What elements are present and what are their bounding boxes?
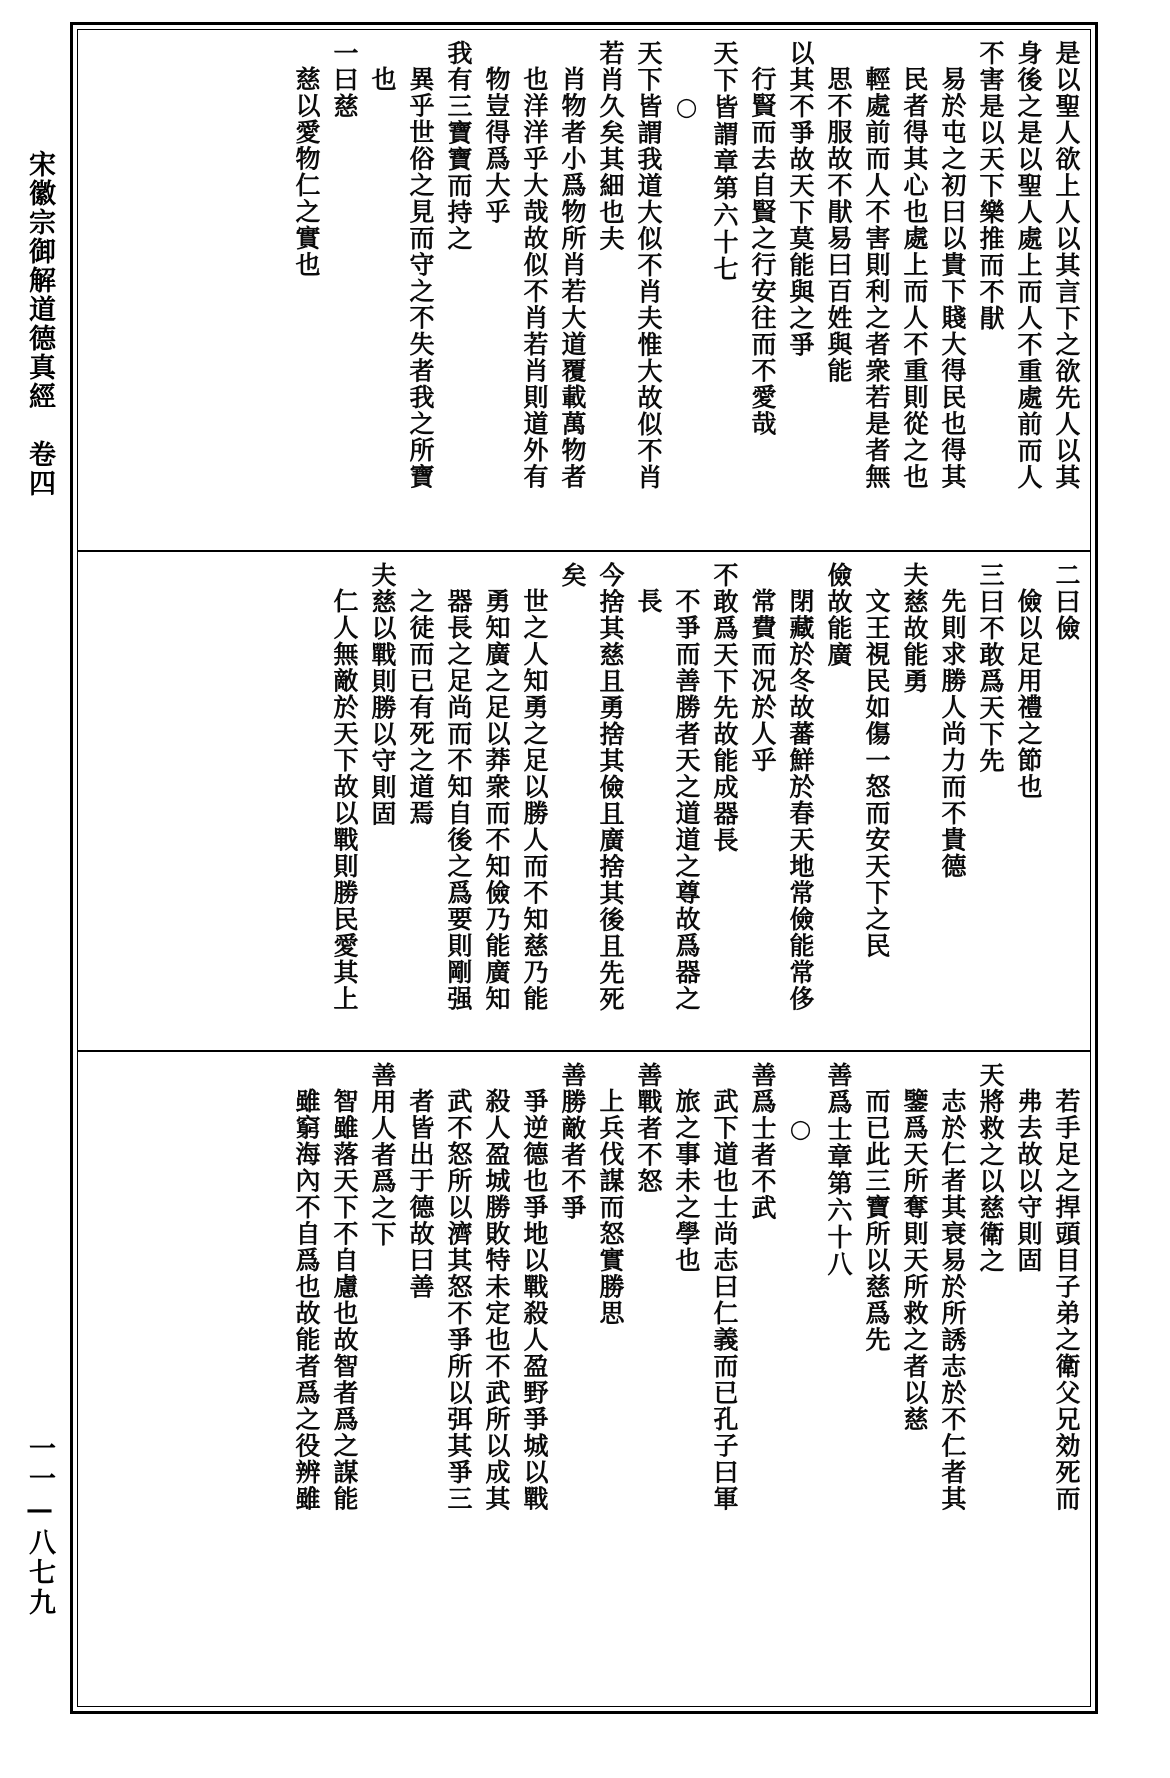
- text-column: 儉故能廣: [824, 562, 853, 668]
- commentary-column: 行賢而去自賢之行安往而不愛哉: [748, 66, 777, 437]
- column-set-1: [84, 40, 1084, 542]
- text-block-2: [78, 550, 1090, 1050]
- commentary-column: 易於屯之初曰以貴下賤大得民也得其: [938, 66, 967, 490]
- commentary-column: 也: [368, 66, 397, 93]
- text-block-3: [78, 1050, 1090, 1706]
- commentary-column: 之徒而已有死之道焉: [406, 588, 435, 827]
- section-marker: ○: [786, 1114, 815, 1145]
- commentary-column: 智雖落天下不自慮也故智者爲之謀能: [330, 1088, 359, 1512]
- commentary-column: 爭逆德也爭地以戰殺人盈野爭城以戰: [520, 1088, 549, 1512]
- commentary-column: 民者得其心也處上而人不重則從之也: [900, 66, 929, 490]
- commentary-column: 弗去故以守則固: [1014, 1088, 1043, 1274]
- page-number: 一一—八七九: [24, 1434, 55, 1618]
- commentary-column: 慈以愛物仁之實也: [292, 66, 321, 278]
- commentary-column: 肖物者小爲物所肖若大道覆載萬物者: [558, 66, 587, 490]
- commentary-column: 仁人無敵於天下故以戰則勝民愛其上: [330, 588, 359, 1012]
- commentary-column: 鑒爲天所奪則天所救之者以慈: [900, 1088, 929, 1433]
- text-column: 一曰慈: [330, 40, 359, 120]
- commentary-column: 先則求勝人尚力而不貴德: [938, 588, 967, 880]
- commentary-column: 旅之事未之學也: [672, 1088, 701, 1274]
- commentary-column: 武不怒所以濟其怒不爭所以弭其爭三: [444, 1088, 473, 1512]
- text-column: 不害是以天下樂推而不猒: [976, 40, 1005, 332]
- commentary-column: 者皆出于德故曰善: [406, 1088, 435, 1300]
- commentary-column: 輕處前而人不害則利之者衆若是者無: [862, 66, 891, 490]
- commentary-column: 武下道也士尚志曰仁義而已孔子曰軍: [710, 1088, 739, 1512]
- commentary-column: 常費而况於人乎: [748, 588, 777, 774]
- commentary-column: 勇知廣之足以莽衆而不知儉乃能廣知: [482, 588, 511, 1012]
- text-column: 二曰儉: [1052, 562, 1081, 642]
- commentary-column: 世之人知勇之足以勝人而不知慈乃能: [520, 588, 549, 1012]
- page-inner-border: [77, 29, 1091, 1707]
- commentary-column: 器長之足尚而不知自後之爲要則剛强: [444, 588, 473, 1012]
- text-block-1: [78, 30, 1090, 550]
- text-column: 矣: [558, 562, 587, 589]
- commentary-column: 異乎世俗之見而守之不失者我之所寶: [406, 66, 435, 490]
- book-spine-title: 宋徽宗御解道德真經 卷四: [24, 150, 55, 498]
- text-column: 若肖久矣其細也夫: [596, 40, 625, 252]
- commentary-column: 而已此三寶所以慈爲先: [862, 1088, 891, 1353]
- commentary-column: 雖窮海內不自爲也故能者爲之役辨雖: [292, 1088, 321, 1512]
- section-marker: ○: [672, 92, 701, 123]
- text-column: 身後之是以聖人處上而人不重處前而人: [1014, 40, 1043, 491]
- commentary-column: 閉藏於冬故蕃鮮於春天地常儉能常侈: [786, 588, 815, 1012]
- commentary-column: 若手足之捍頭目子弟之衛父兄効死而: [1052, 1088, 1081, 1512]
- text-column: 夫慈以戰則勝以守則固: [368, 562, 397, 827]
- text-column: 善用人者爲之下: [368, 1062, 397, 1248]
- chapter-heading: 天下皆謂章第六十七: [710, 40, 739, 283]
- chapter-heading: 善爲士章第六十八: [824, 1062, 853, 1278]
- commentary-column: 志於仁者其衰易於所誘志於不仁者其: [938, 1088, 967, 1512]
- text-column: 善戰者不怒: [634, 1062, 663, 1195]
- commentary-column: 不爭而善勝者天之道道之尊故爲器之: [672, 588, 701, 1012]
- text-column: 今捨其慈且勇捨其儉且廣捨其後且先死: [596, 562, 625, 1013]
- commentary-column: 上兵伐謀而怒實勝思: [596, 1088, 625, 1327]
- text-column: 是以聖人欲上人以其言下之欲先人以其: [1052, 40, 1081, 491]
- text-column: 善勝敵者不爭: [558, 1062, 587, 1221]
- commentary-column: 思不服故不猒易曰百姓與能: [824, 66, 853, 384]
- text-column: 天下皆謂我道大似不肖夫惟大故似不肖: [634, 40, 663, 491]
- text-column: 我有三寶寶而持之: [444, 40, 473, 252]
- text-column: 不敢爲天下先故能成器長: [710, 562, 739, 854]
- commentary-column: 物豈得爲大乎: [482, 66, 511, 225]
- text-column: 夫慈故能勇: [900, 562, 929, 695]
- column-set-2: [84, 562, 1084, 1042]
- page-frame: [70, 22, 1098, 1714]
- commentary-column: 也洋洋乎大哉故似不肖若肖則道外有: [520, 66, 549, 490]
- column-set-3: [84, 1062, 1084, 1698]
- commentary-column: 儉以足用禮之節也: [1014, 588, 1043, 800]
- text-column: 善爲士者不武: [748, 1062, 777, 1221]
- text-column: 三曰不敢爲天下先: [976, 562, 1005, 774]
- commentary-column: 長: [634, 588, 663, 615]
- commentary-column: 文王視民如傷一怒而安天下之民: [862, 588, 891, 959]
- text-column: 以其不爭故天下莫能與之爭: [786, 40, 815, 358]
- text-column: 天將救之以慈衛之: [976, 1062, 1005, 1274]
- commentary-column: 殺人盈城勝敗特未定也不武所以成其: [482, 1088, 511, 1512]
